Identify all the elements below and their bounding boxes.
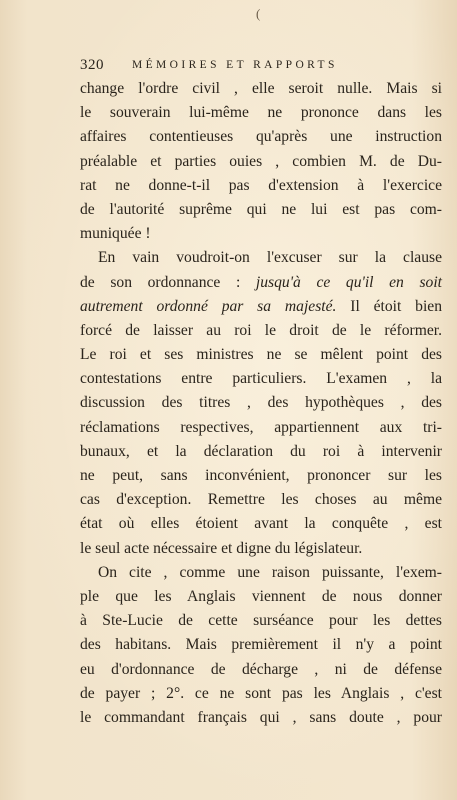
text-line-with-italic xyxy=(80,271,442,295)
text-line: En vain voudroit-on l'excuser sur la clause xyxy=(98,249,442,267)
text-line: réclamations respectives, appartiennent aux tri- xyxy=(80,418,442,436)
text-line: des habitans. Mais premièrement il n'y a point xyxy=(80,636,442,654)
page-number: 320 xyxy=(80,57,104,73)
text-line: à Ste-Lucie de cette surséance pour les dettes xyxy=(80,612,442,630)
text-line: affaires contentieuses qu'après une instruction xyxy=(80,128,442,146)
text-line: le commandant français qui , sans doute , pour xyxy=(80,708,442,726)
text-line: contestations entre particuliers. L'examen , la xyxy=(80,370,442,388)
text-line: eu d'ordonnance de décharge , ni de défense xyxy=(80,660,442,678)
text-line: le seul acte nécessaire et digne du législateur. xyxy=(80,539,363,557)
text-line: état où elles étoient avant la conquête , est xyxy=(80,515,442,533)
text-segment: de son ordonnance : xyxy=(80,273,241,291)
text-line: On cite , comme une raison puissante, l'exem- xyxy=(98,563,442,581)
text-line: forcé de laisser au roi le droit de le réformer. xyxy=(80,321,442,339)
text-line: rat ne donne-t-il pas d'extension à l'exercice xyxy=(80,176,442,194)
text-line: muniquée ! xyxy=(80,225,151,243)
text-line: ne peut, sans inconvénient, prononcer sur les xyxy=(80,467,442,484)
italic-phrase: jusqu'à ce qu'il en soit xyxy=(255,273,442,291)
text-line: Le roi et ses ministres ne se mêlent point des xyxy=(80,346,442,364)
text-line: préalable et parties ouies , combien M. de Du- xyxy=(80,152,442,170)
body-text xyxy=(80,77,442,730)
text-line: discussion des titres , des hypothèques , des xyxy=(80,394,442,412)
text-line: de l'autorité suprême qui ne lui est pas com- xyxy=(80,200,442,218)
text-line: ple que les Anglais viennent de nous donner xyxy=(80,587,442,605)
text-line-with-italic xyxy=(80,295,442,319)
italic-phrase: autrement ordonné par sa majesté. xyxy=(80,297,337,315)
page-mark: ( xyxy=(256,6,261,21)
running-head-title: MÉMOIRES ET RAPPORTS xyxy=(132,59,338,71)
text-line: de payer ; 2°. ce ne sont pas les Anglais , c'est xyxy=(80,684,442,702)
text-line: bunaux, et la déclaration du roi à intervenir xyxy=(80,442,442,460)
text-line: cas d'exception. Remettre les choses au même xyxy=(80,491,442,509)
text-segment: Il étoit bien xyxy=(350,297,442,315)
text-line: change l'ordre civil , elle seroit nulle. Mais si xyxy=(80,80,442,97)
text-line: le souverain lui-même ne prononce dans les xyxy=(80,104,442,122)
